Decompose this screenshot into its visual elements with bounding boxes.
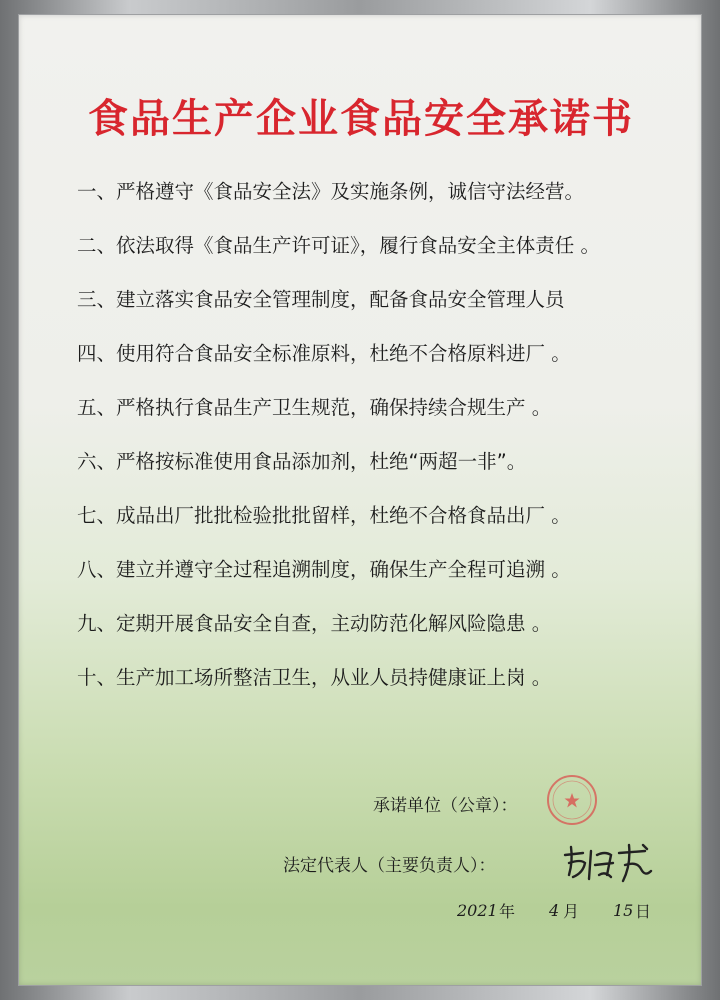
date-day-unit: 日 xyxy=(635,902,652,921)
commitment-item: 十、生产加工场所整洁卫生，从业人员持健康证上岗 。 xyxy=(77,666,552,689)
date-month-unit: 月 xyxy=(563,902,580,921)
commitment-item: 八、建立并遵守全过程追溯制度，确保生产全程可追溯 。 xyxy=(77,558,571,581)
commitment-item: 六、严格按标准使用食品添加剂，杜绝“两超一非”。 xyxy=(77,450,527,473)
certificate-board xyxy=(18,14,702,986)
commitment-list xyxy=(77,175,687,715)
date-day: 15 xyxy=(613,901,634,920)
commitment-item: 五、严格执行食品生产卫生规范，确保持续合规生产 。 xyxy=(77,396,552,419)
date-year-unit: 年 xyxy=(499,902,516,921)
commitment-item: 四、使用符合食品安全标准原料，杜绝不合格原料进厂 。 xyxy=(77,342,571,365)
commitment-item: 一、严格遵守《食品安全法》及实施条例，诚信守法经营。 xyxy=(77,180,585,203)
commitment-item: 三、建立落实食品安全管理制度，配备食品安全管理人员 xyxy=(77,288,565,311)
document-title: 食品生产企业食品安全承诺书 xyxy=(88,96,634,142)
commitment-item: 二、依法取得《食品生产许可证》，履行食品安全主体责任 。 xyxy=(77,234,600,257)
commitment-item: 七、成品出厂批批检验批批留样，杜绝不合格食品出厂 。 xyxy=(77,504,571,527)
handwritten-signature xyxy=(559,841,655,887)
unit-seal-label: 承诺单位（公章）： xyxy=(373,796,518,816)
legal-representative-label: 法定代表人（主要负责人）： xyxy=(283,856,496,876)
commitment-item: 九、定期开展食品安全自查，主动防范化解风险隐患 。 xyxy=(77,612,552,635)
date-month: 4 xyxy=(549,901,560,920)
date-year: 2021 xyxy=(457,901,498,920)
official-seal-icon xyxy=(545,773,599,827)
